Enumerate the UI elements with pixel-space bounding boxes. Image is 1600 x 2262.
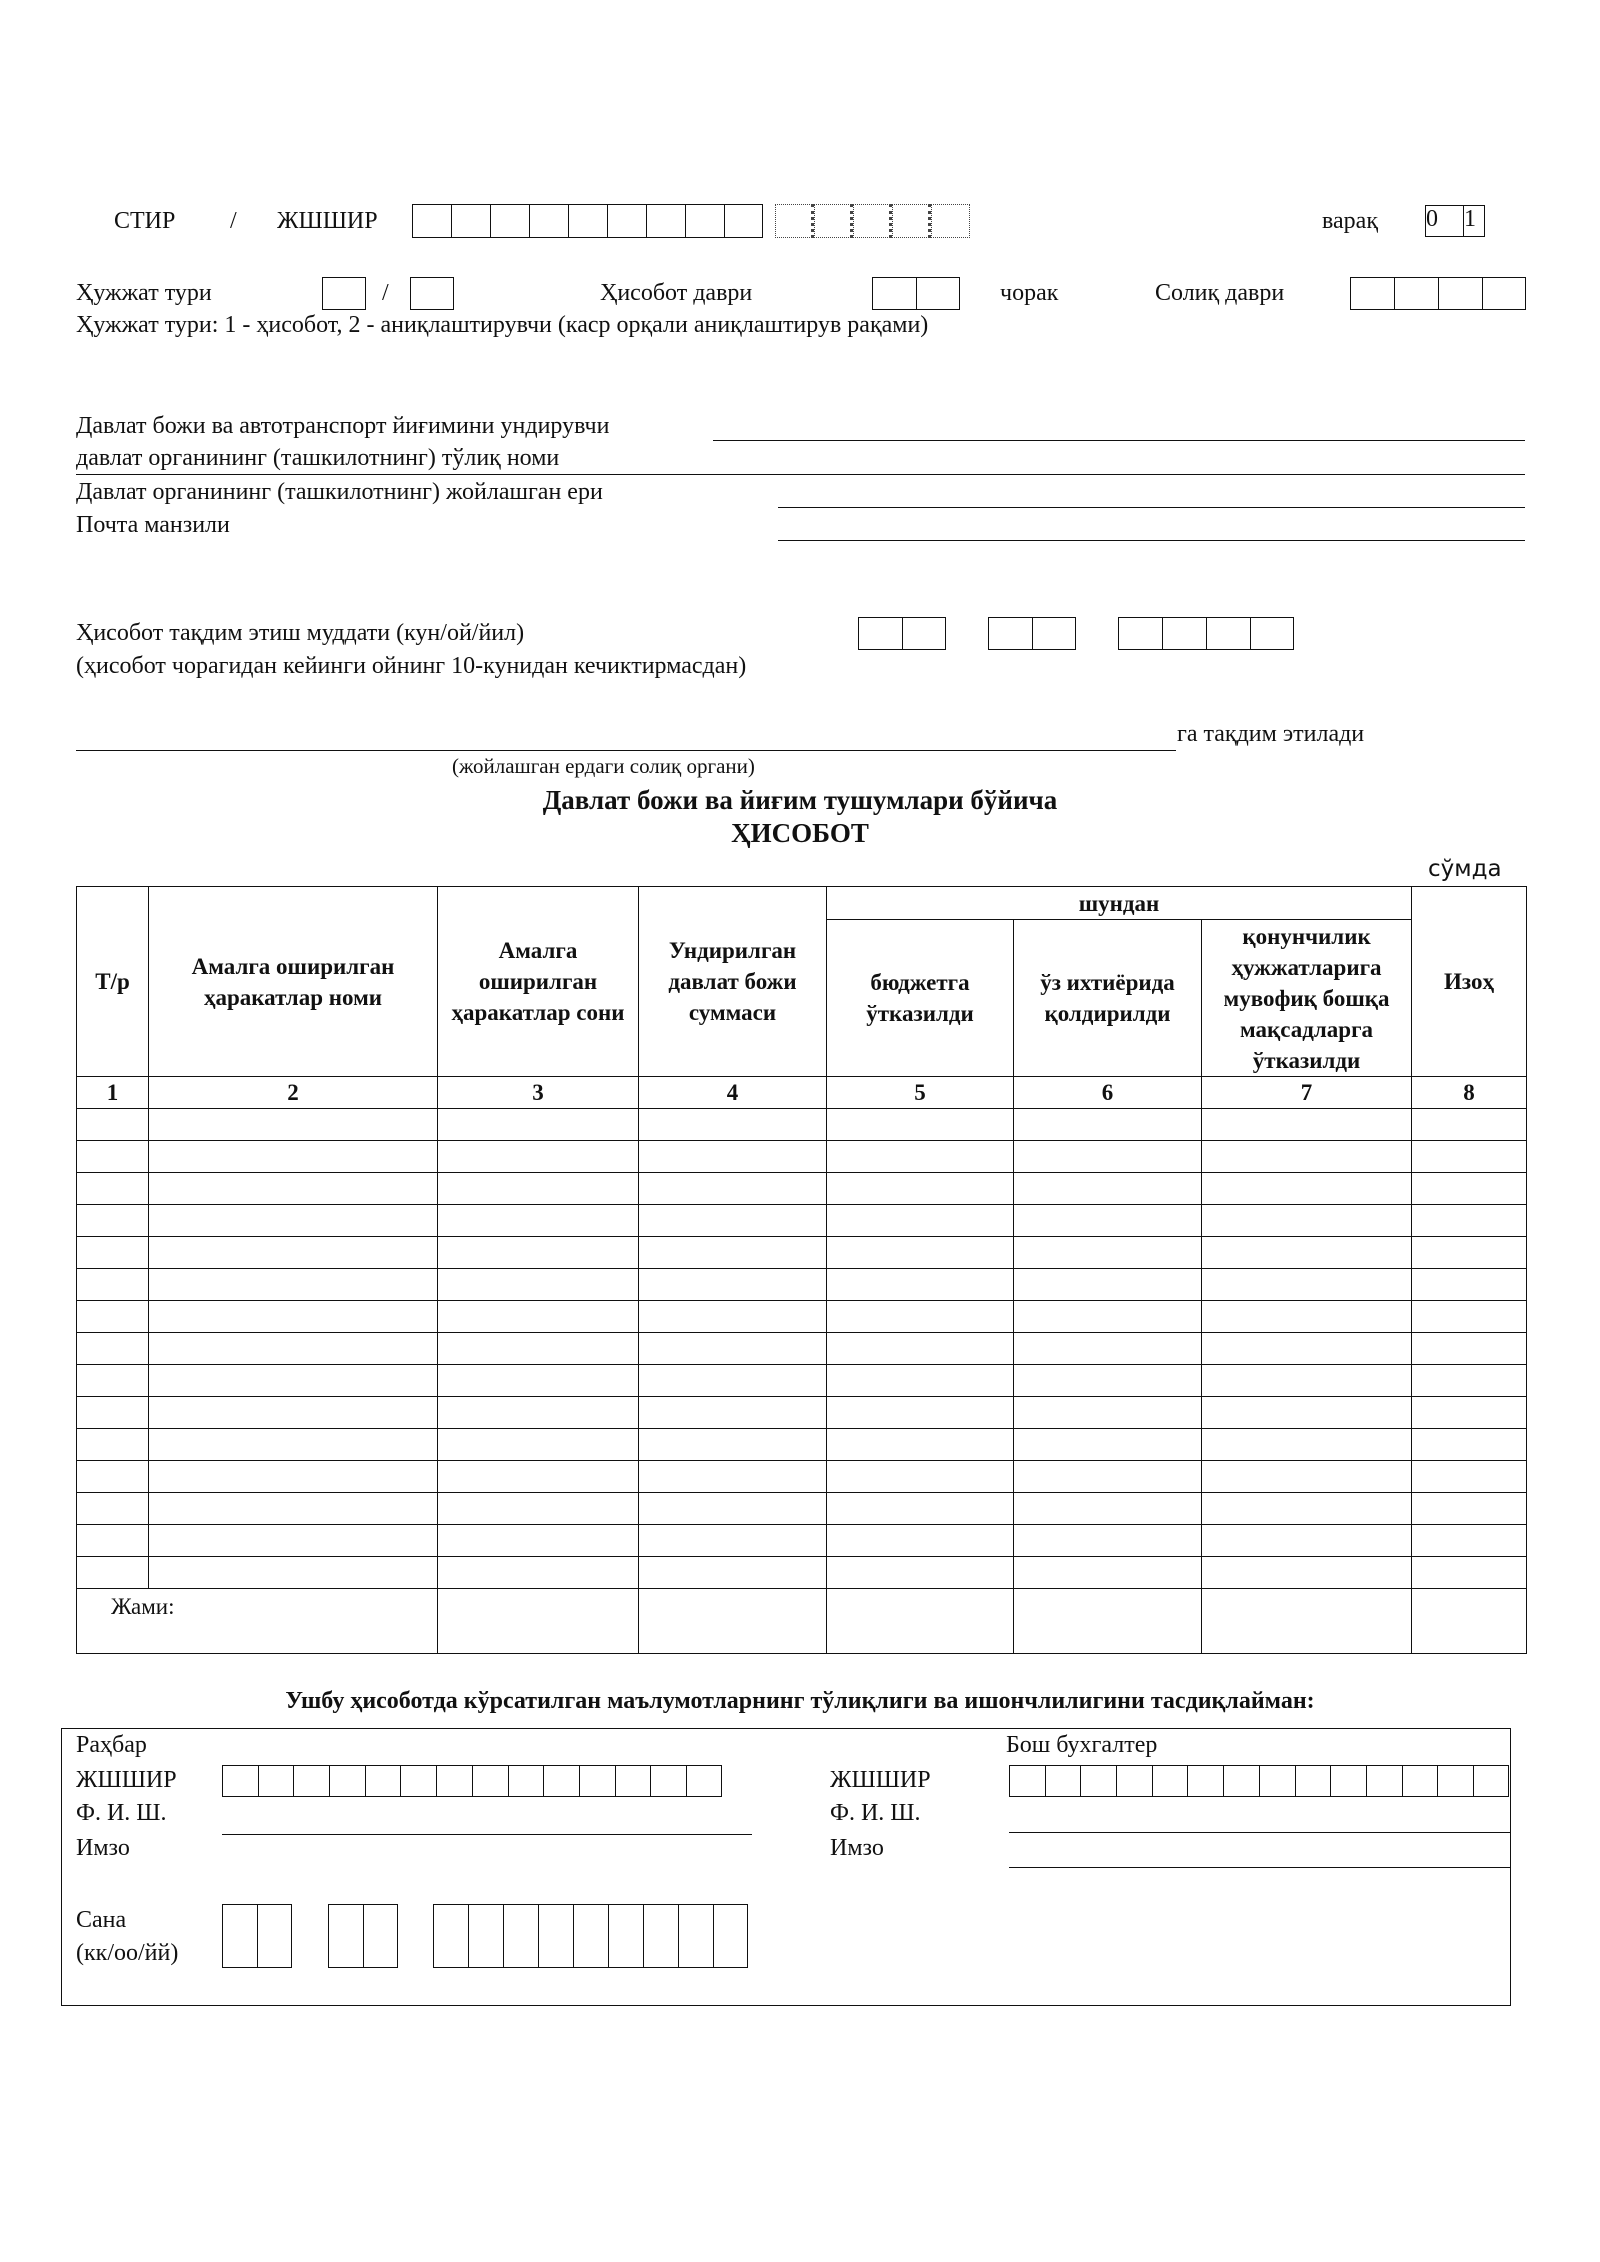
table-cell[interactable] [1014,1301,1202,1333]
deadline-day-cells[interactable] [858,617,946,650]
table-cell[interactable] [438,1365,639,1397]
col-header-other-purposes: қонунчилик ҳужжатларига мувофиқ бошқа мақсадларга ўтказилди [1202,920,1412,1077]
date-label: Сана [76,1907,127,1933]
total-cell[interactable] [827,1589,1014,1654]
table-cell[interactable] [639,1269,827,1301]
col-header-tr: Т/р [77,887,149,1077]
table-cell[interactable] [77,1237,149,1269]
table-cell[interactable] [1412,1365,1527,1397]
table-cell[interactable] [1412,1557,1527,1589]
table-cell[interactable] [438,1461,639,1493]
table-cell[interactable] [1202,1333,1412,1365]
table-cell[interactable] [438,1397,639,1429]
date-format-label: (кк/оо/йй) [76,1940,179,1966]
table-row [77,1109,1527,1141]
stir-label: СТИР [114,208,176,234]
head-jshshir-label: ЖШШИР [76,1767,177,1793]
column-number: 5 [827,1077,1014,1109]
report-title-2: ҲИСОБОТ [731,818,869,848]
table-cell[interactable] [77,1109,149,1141]
table-cell[interactable] [438,1141,639,1173]
table-cell[interactable] [149,1397,438,1429]
deadline-label: Ҳисобот тақдим этиш муддати (кун/ой/йил) [76,620,525,646]
table-cell[interactable] [639,1525,827,1557]
report-period-label: Ҳисобот даври [600,280,753,306]
accountant-jshshir-label: ЖШШИР [830,1767,931,1793]
table-cell[interactable] [77,1525,149,1557]
table-row [77,1173,1527,1205]
col-header-actions-count: Амалга оширилган ҳаракатлар сони [438,887,639,1077]
table-cell[interactable] [77,1173,149,1205]
table-cell[interactable] [639,1205,827,1237]
table-cell[interactable] [827,1205,1014,1237]
table-cell[interactable] [77,1269,149,1301]
table-cell[interactable] [827,1397,1014,1429]
table-cell[interactable] [149,1557,438,1589]
table-cell[interactable] [77,1141,149,1173]
table-row [77,1429,1527,1461]
table-cell[interactable] [1412,1461,1527,1493]
deadline-month-cells[interactable] [988,617,1076,650]
table-cell[interactable] [827,1365,1014,1397]
table-row [77,1461,1527,1493]
table-cell[interactable] [149,1301,438,1333]
column-number: 3 [438,1077,639,1109]
table-row [77,1525,1527,1557]
org-name-line-2[interactable] [76,474,1525,475]
table-cell[interactable] [77,1365,149,1397]
col-header-note: Изоҳ [1412,887,1527,1077]
table-row [77,1141,1527,1173]
date-month-cells[interactable] [328,1904,398,1968]
table-cell[interactable] [639,1365,827,1397]
date-year-cells[interactable] [433,1904,748,1968]
table-cell[interactable] [438,1109,639,1141]
table-cell[interactable] [1014,1365,1202,1397]
table-cell[interactable] [149,1109,438,1141]
table-cell[interactable] [1202,1141,1412,1173]
table-row [77,1237,1527,1269]
table-cell[interactable] [827,1557,1014,1589]
accountant-signature-line[interactable] [1009,1867,1511,1868]
table-cell[interactable] [149,1365,438,1397]
table-row [77,1269,1527,1301]
org-name-line[interactable] [713,440,1525,441]
quarter-label: чорак [1000,280,1059,306]
doc-type-slash: / [382,280,389,306]
table-cell[interactable] [438,1269,639,1301]
table-cell[interactable] [1202,1429,1412,1461]
table-cell[interactable] [1202,1269,1412,1301]
table-cell[interactable] [1014,1205,1202,1237]
table-cell[interactable] [1412,1141,1527,1173]
doc-type-cell[interactable] [322,277,366,310]
table-cell[interactable] [149,1141,438,1173]
table-cell[interactable] [639,1237,827,1269]
table-cell[interactable] [639,1109,827,1141]
col-header-actions-name: Амалга оширилган ҳаракатлар номи [149,887,438,1077]
table-cell[interactable] [1202,1365,1412,1397]
head-signature-label: Имзо [76,1835,130,1861]
table-cell[interactable] [1412,1269,1527,1301]
table-cell[interactable] [77,1301,149,1333]
table-cell[interactable] [149,1173,438,1205]
org-location-label: Давлат органининг (ташкилотнинг) жойлашган ери [76,479,603,505]
postal-address-line[interactable] [778,540,1525,541]
table-cell[interactable] [639,1557,827,1589]
table-cell[interactable] [438,1237,639,1269]
column-number: 8 [1412,1077,1527,1109]
org-name-label: Давлат божи ва автотранспорт йиғимини ундирувчи [76,413,610,439]
report-title: Давлат божи ва йиғим тушумлари бўйича [542,785,1058,815]
table-cell[interactable] [77,1205,149,1237]
table-cell[interactable] [1412,1205,1527,1237]
table-cell[interactable] [77,1397,149,1429]
table-cell[interactable] [1014,1237,1202,1269]
table-cell[interactable] [77,1461,149,1493]
table-cell[interactable] [639,1301,827,1333]
doc-type-note: Ҳужжат тури: 1 - ҳисобот, 2 - аниқлаштирувчи (каср орқали аниқлаштирув рақами) [76,312,929,338]
table-cell[interactable] [827,1525,1014,1557]
table-cell[interactable] [1412,1109,1527,1141]
table-cell[interactable] [1202,1237,1412,1269]
sheet-number-cells [1425,205,1485,237]
deadline-note: (ҳисобот чорагидан кейинги ойнинг 10-кунидан кечиктирмасдан) [76,653,747,679]
head-fio-line[interactable] [222,1834,752,1835]
accountant-jshshir-cells[interactable] [1009,1765,1509,1797]
table-cell[interactable] [827,1333,1014,1365]
table-cell[interactable] [1014,1109,1202,1141]
total-label: Жами: [77,1589,438,1654]
date-day-cells[interactable] [222,1904,292,1968]
table-cell[interactable] [438,1333,639,1365]
table-cell[interactable] [639,1173,827,1205]
total-cell[interactable] [1202,1589,1412,1654]
col-header-retained: ўз ихтиёрида қолдирилди [1014,920,1202,1077]
table-cell[interactable] [438,1493,639,1525]
table-cell[interactable] [1202,1525,1412,1557]
head-fio-label: Ф. И. Ш. [76,1800,167,1826]
sheet-digit: 0 [1425,205,1463,237]
table-row [77,1333,1527,1365]
tin-input-cells[interactable] [412,204,763,238]
col-header-duty-sum: Ундирилган давлат божи суммаси [639,887,827,1077]
report-period-cells[interactable] [872,277,960,310]
table-cell[interactable] [1412,1237,1527,1269]
table-cell[interactable] [77,1493,149,1525]
total-cell[interactable] [438,1589,639,1654]
table-cell[interactable] [827,1493,1014,1525]
table-cell[interactable] [639,1141,827,1173]
table-cell[interactable] [639,1493,827,1525]
table-cell[interactable] [438,1301,639,1333]
table-cell[interactable] [1014,1429,1202,1461]
table-cell[interactable] [149,1333,438,1365]
table-cell[interactable] [639,1397,827,1429]
table-cell[interactable] [149,1429,438,1461]
table-cell[interactable] [827,1141,1014,1173]
table-cell[interactable] [1202,1493,1412,1525]
column-number-row [77,1077,1527,1109]
table-cell[interactable] [77,1333,149,1365]
column-number: 4 [639,1077,827,1109]
table-cell[interactable] [438,1429,639,1461]
table-cell[interactable] [1412,1493,1527,1525]
org-location-line[interactable] [778,507,1525,508]
table-cell[interactable] [149,1205,438,1237]
tax-authority-line[interactable] [76,750,1176,751]
col-header-to-budget: бюджетга ўтказилди [827,920,1014,1077]
table-cell[interactable] [1202,1461,1412,1493]
chief-accountant-label: Бош бухгалтер [1006,1732,1158,1758]
table-cell[interactable] [1202,1109,1412,1141]
table-cell[interactable] [1014,1333,1202,1365]
table-cell[interactable] [149,1461,438,1493]
table-cell[interactable] [1202,1173,1412,1205]
table-cell[interactable] [438,1205,639,1237]
accountant-fio-line[interactable] [1009,1832,1511,1833]
table-cell[interactable] [1014,1269,1202,1301]
table-cell[interactable] [1412,1397,1527,1429]
table-cell[interactable] [827,1429,1014,1461]
table-cell[interactable] [1412,1333,1527,1365]
total-cell[interactable] [1412,1589,1527,1654]
table-cell[interactable] [827,1269,1014,1301]
jshshir-label: ЖШШИР [277,208,378,234]
table-cell[interactable] [149,1269,438,1301]
deadline-year-cells[interactable] [1118,617,1294,650]
table-cell[interactable] [149,1525,438,1557]
doc-type-correction-cell[interactable] [410,277,454,310]
tin-extra-cells[interactable] [775,204,970,238]
table-cell[interactable] [438,1173,639,1205]
col-header-of-which: шундан [827,887,1412,920]
tax-period-cells[interactable] [1350,277,1526,310]
table-cell[interactable] [438,1557,639,1589]
postal-address-label: Почта манзили [76,512,230,538]
table-cell[interactable] [1412,1301,1527,1333]
table-cell[interactable] [77,1557,149,1589]
stir-slash: / [230,208,237,234]
column-number: 7 [1202,1077,1412,1109]
table-cell[interactable] [827,1237,1014,1269]
doc-type-label: Ҳужжат тури [76,280,212,306]
table-cell[interactable] [1412,1429,1527,1461]
head-label: Раҳбар [76,1732,147,1758]
confirmation-text: Ушбу ҳисоботда кўрсатилган маълумотларнинг тўлиқлиги ва ишончлилигини тасдиқлайман: [285,1688,1315,1714]
table-cell[interactable] [1014,1493,1202,1525]
table-cell[interactable] [1014,1461,1202,1493]
table-cell[interactable] [1202,1205,1412,1237]
column-number: 1 [77,1077,149,1109]
tax-authority-caption: (жойлашган ердаги солиқ органи) [452,754,755,778]
sheet-label: варақ [1322,208,1378,234]
head-jshshir-cells[interactable] [222,1765,722,1797]
table-cell[interactable] [1014,1525,1202,1557]
table-body [77,1109,1527,1589]
sheet-digit: 1 [1463,205,1485,237]
table-cell[interactable] [1412,1173,1527,1205]
table-cell[interactable] [639,1333,827,1365]
report-table [76,886,1527,1654]
table-cell[interactable] [1014,1557,1202,1589]
accountant-signature-label: Имзо [830,1835,884,1861]
submit-suffix: га тақдим этилади [1177,721,1365,747]
table-cell[interactable] [639,1429,827,1461]
table-row [77,1397,1527,1429]
total-cell[interactable] [1014,1589,1202,1654]
table-cell[interactable] [827,1109,1014,1141]
table-cell[interactable] [827,1461,1014,1493]
table-cell[interactable] [1014,1141,1202,1173]
table-cell[interactable] [1202,1397,1412,1429]
table-cell[interactable] [1014,1173,1202,1205]
table-cell[interactable] [77,1429,149,1461]
table-cell[interactable] [1412,1525,1527,1557]
table-cell[interactable] [1202,1557,1412,1589]
table-row [77,1205,1527,1237]
accountant-fio-label: Ф. И. Ш. [830,1800,921,1826]
total-cell[interactable] [639,1589,827,1654]
org-name-label-2: давлат органининг (ташкилотнинг) тўлиқ номи [76,445,560,471]
tax-period-label: Солиқ даври [1155,280,1285,306]
table-cell[interactable] [1202,1301,1412,1333]
table-cell[interactable] [639,1461,827,1493]
currency-label: сўмда [1428,856,1502,882]
column-number: 2 [149,1077,438,1109]
total-row [77,1589,1527,1654]
table-cell[interactable] [149,1493,438,1525]
table-row [77,1365,1527,1397]
table-cell[interactable] [1014,1397,1202,1429]
table-row [77,1493,1527,1525]
table-cell[interactable] [827,1173,1014,1205]
table-cell[interactable] [438,1525,639,1557]
table-cell[interactable] [827,1301,1014,1333]
table-cell[interactable] [149,1237,438,1269]
column-number: 6 [1014,1077,1202,1109]
table-row [77,1301,1527,1333]
table-row [77,1557,1527,1589]
